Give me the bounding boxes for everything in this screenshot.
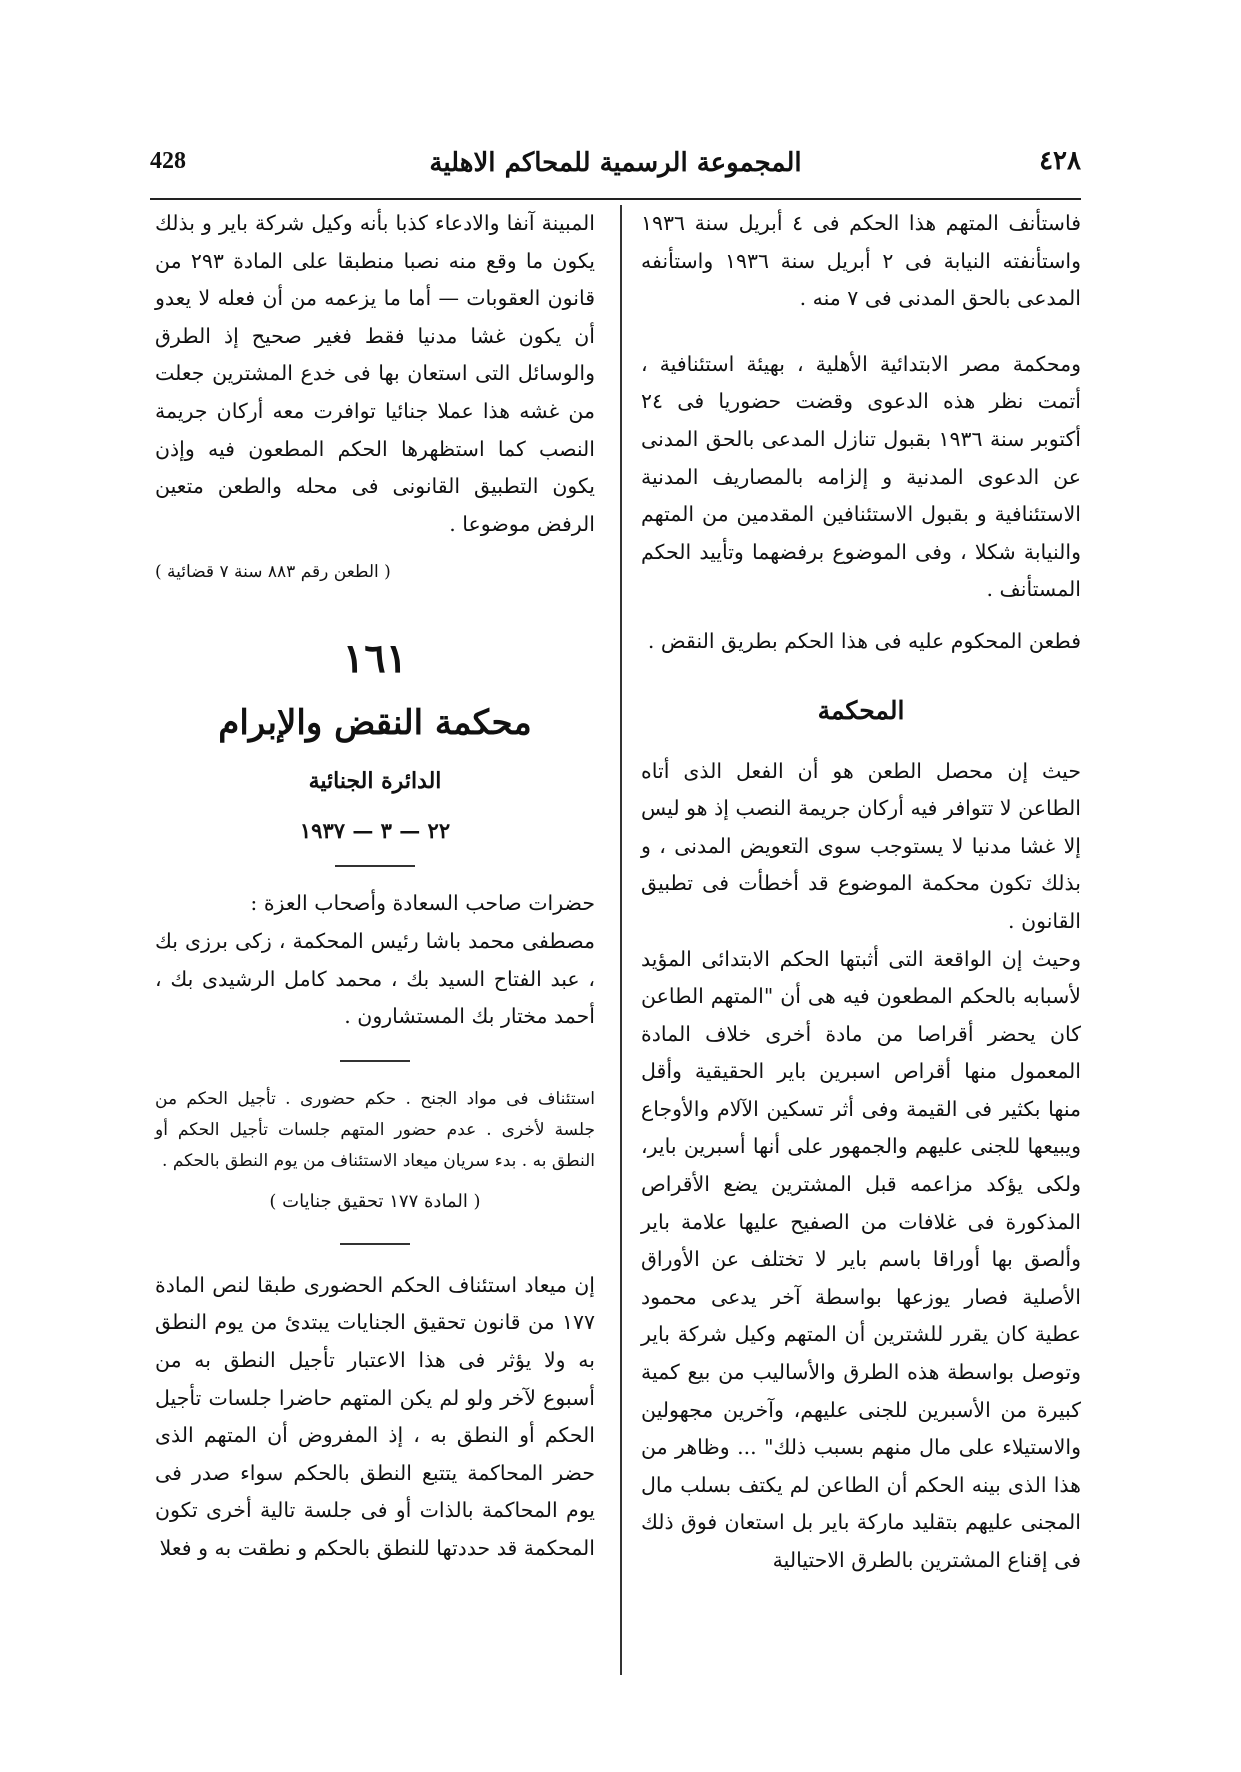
principle-rule	[340, 1243, 410, 1245]
article-reference: ( المادة ١٧٧ تحقيق جنايات )	[269, 1190, 481, 1212]
ruling-continuation-paragraph: المبينة آنفا والادعاء كذبا بأنه وكيل شركة باير و بذلك يكون ما وقع منه نصبا منطبقا على المادة ٢٩٣ من قانون العقوبات — أما ما يزعمه من أن فعله لا يعدو أن يكون غشا مدنيا فقط فغير صحيح إذ الطرق والوسائل التى استعان بها فى خدع المشترين جعلت من غشه هذا عملا جنائيا توافرت معه أركان جريمة النصب كما استظهرها الحكم المطعون فيه وإذن يكون التطبيق القانونى فى محله والطعن متعين الرفض موضوعا .	[155, 211, 595, 536]
facts-paragraph: وحيث إن الواقعة التى أثبتها الحكم الابتدائى المؤيد لأسبابه بالحكم المطعون فيه هى أن "المتهم الطاعن كان يحضر أقراصا من مادة أخرى خلاف المادة المعمول منها أقراص اسبرين باير الحقيقية وأقل منها بكثير فى القيمة وفى أثر تسكين الآلام والأوجاع ويبيعها للجنى عليهم والجمهور على أنها أسبرين باير، ولكى يؤكد مزاعمه قبل المشترين يضع الأقراص المذكورة فى غلافات من الصفيح عليها علامة باير وألصق بها أوراقا باسم باير لا تختلف عن الأوراق الأصلية فصار يوزعها بواسطة آخر يدعى محمود عطية كان يقرر للشترين أن المتهم وكيل شركة باير وتوصل بواسطة هذه الطرق والأساليب من بيع كمية كبيرة من الأسبرين للجنى عليهم، وآخرين مجهولين والاستيلاء على مال منهم بسبب ذلك" ... وظاهر من هذا الذى بينه الحكم أن الطاعن لم يكتف بسلب مال المجنى عليهم بتقليد ماركة باير بل استعان فوق ذلك فى إقناع المشترين بالطرق الاحتيالية	[641, 946, 1082, 1572]
page-number-latin: 428	[150, 148, 186, 174]
running-header	[150, 146, 1081, 186]
judges-list: مصطفى محمد باشا رئيس المحكمة ، زكى برزى بك ، عبد الفتاح السيد بك ، محمد كامل الرشيدى بك ، أحمد مختار بك المستشارون .	[155, 928, 595, 1029]
judges-intro: حضرات صاحب السعادة وأصحاب العزة :	[250, 891, 595, 916]
appellate-judgment-paragraph: ومحكمة مصر الابتدائية الأهلية ، بهيئة استئنافية ، أتمت نظر هذه الدعوى وقضت حضوريا فى ٢٤ أكتوبر سنة ١٩٣٦ بقبول تنازل المدعى بالحق المدنى عن الدعوى المدنية و إلزامه بالمصاريف المدنية الاستئنافية و بقبول الاستئنافين المقدمين من المتهم والنيابة شكلا ، وفى الموضوع برفضهما وتأييد الحكم المستأنف .	[641, 351, 1081, 602]
grounds-paragraph: حيث إن محصل الطعن هو أن الفعل الذى أتاه الطاعن لا تتوافر فيه أركان جريمة النصب إذ هو ليس إلا غشا مدنيا لا يستوجب سوى التعويض المدنى ، و بذلك تكون محكمة الموضوع قد أخطأت فى تطبيق القانون .	[641, 758, 1081, 933]
date-rule	[335, 865, 415, 867]
appeal-reference: ( الطعن رقم ٨٨٣ سنة ٧ قضائية )	[155, 562, 391, 583]
column-divider	[620, 205, 622, 1675]
publication-title: المجموعة الرسمية للمحاكم الاهلية	[429, 148, 802, 178]
legal-principle-paragraph: إن ميعاد استئناف الحكم الحضورى طبقا لنص المادة ١٧٧ من قانون تحقيق الجنايات يبتدئ من يوم النطق به ولا يؤثر فى هذا الاعتبار تأجيل النطق به من أسبوع لآخر ولو لم يكن المتهم حاضرا جلسات تأجيل الحكم أو النطق به ، إذ المفروض أن المتهم الذى حضر المحاكمة يتتبع النطق بالحكم سواء صدر فى يوم المحاكمة بالذات أو فى جلسة تالية أخرى تكون المحكمة قد حددتها للنطق بالحكم و نطقت به و فعلا	[155, 1272, 595, 1560]
header-rule	[150, 198, 1081, 200]
summary-rule	[340, 1060, 410, 1062]
case-number: ١٦١	[342, 635, 408, 683]
department-name: الدائرة الجنائية	[308, 768, 442, 795]
appeal-paragraph: فاستأنف المتهم هذا الحكم فى ٤ أبريل سنة ١٩٣٦ واستأنفته النيابة فى ٢ أبريل سنة ١٩٣٦ واستأنفه المدعى بالحق المدنى فى ٧ منه .	[641, 211, 1081, 311]
page-number-arabic: ٤٢٨	[1039, 146, 1081, 176]
case-summary: استئناف فى مواد الجنح . حكم حضورى . تأجيل الحكم من جلسة لأخرى . عدم حضور المتهم جلسات تأجيل الحكم أو النطق به . بدء سريان ميعاد الاستئناف من يوم النطق بالحكم .	[155, 1088, 595, 1171]
right-column	[641, 205, 1081, 1580]
left-column	[155, 205, 595, 1567]
cassation-appeal-paragraph: فطعن المحكوم عليه فى هذا الحكم بطريق النقض .	[647, 628, 1081, 653]
court-name: محكمة النقض والإبرام	[218, 703, 532, 744]
session-date: ٢٢ — ٣ — ١٩٣٧	[299, 818, 451, 844]
court-heading: المحكمة	[817, 695, 905, 725]
